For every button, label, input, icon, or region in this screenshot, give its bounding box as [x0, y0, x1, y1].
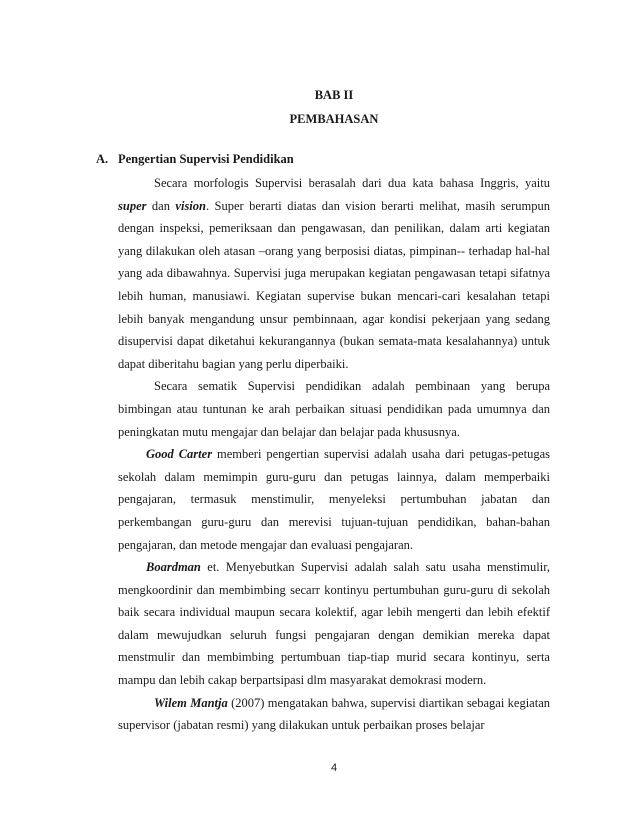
- term-super: super: [118, 198, 147, 213]
- text-run: . Super berarti diatas dan vision berarti melihat, masih serumpun dengan inspeksi, pemeriksaan dan pengawasan, dan penilikan, dalam arti kegiatan yang dilakukan oleh atasan –orang yang berposisi diatas, pimpinan-- terhadap hal-hal yang ada dibawahnya. Supervisi juga merupakan kegiatan pengawasan tetapi sifatnya lebih human, manusiawi. Kegiatan supervise bukan mencari-cari kesalahan tetapi lebih banyak mengandung unsur pembinnaan, agar kondisi pekerjaan yang sedang disupervisi dapat diketahui kekurangannya (bukan semata-mata kesalahannya) untuk dapat diberitahu bagian yang perlu diperbaiki.: [118, 198, 550, 371]
- text-run: Secara morfologis Supervisi berasalah dari dua kata bahasa Inggris, yaitu: [154, 176, 550, 190]
- page-number: 4: [330, 762, 338, 774]
- term-vision: vision: [175, 198, 206, 213]
- paragraph-good-carter: [118, 443, 550, 556]
- section-letter: A.: [96, 152, 109, 166]
- chapter-label: BAB II: [314, 88, 354, 102]
- section-title: Pengertian Supervisi Pendidikan: [118, 152, 294, 166]
- text-run: dan: [146, 198, 176, 213]
- text-run: (2007) mengatakan bahwa, supervisi diartikan sebagai kegiatan supervisor (jabatan resmi) yang dilakukan untuk perbaikan proses belajar: [118, 695, 550, 733]
- chapter-title: PEMBAHASAN: [289, 112, 379, 126]
- section-heading: [96, 152, 294, 167]
- text-run: memberi pengertian supervisi adalah usaha dari petugas-petugas sekolah dalam memimpin guru-guru dan petugas lainnya, dalam memperbaiki pengajaran, termasuk menstimulir, menyeleksi pertumbuhan jabatan dan perkembangan guru-guru dan merevisi tujuan-tujuan pendidikan, bahan-bahan pengajaran, dan metode mengajar dan evaluasi pengajaran.: [118, 447, 550, 552]
- text-run: et. Menyebutkan Supervisi adalah salah satu usaha menstimulir, mengkoordinir dan membimbing secarr kontinyu pertumbuhan guru-guru di sekolah baik secara individual maupun secara kolektif, agar lebih mengerti dan lebih efektif dalam mewujudkan seluruh fungsi pengajaran dengan demikian mereka dapat menstmulir dan membimbing pertumbuan tiap-tiap murid secara kontinyu, serta mampu dan lebih cakap berpartsipasi dlm masyarakat demokrasi modern.: [118, 560, 550, 688]
- author-name: Wilem Mantja: [154, 695, 228, 710]
- paragraph-boardman: [118, 556, 550, 692]
- paragraph-morfologis: [118, 172, 550, 375]
- author-name: Boardman: [146, 560, 201, 575]
- paragraph-wilem-mantja: [118, 692, 550, 737]
- body-text: [118, 172, 550, 737]
- paragraph-sematik: Secara sematik Supervisi pendidikan adalah pembinaan yang berupa bimbingan atau tuntunan ke arah perbaikan situasi pendidikan pada umumnya dan peningkatan mutu mengajar dan belajar dan belajar pada khususnya.: [118, 379, 550, 439]
- author-name: Good Carter: [146, 447, 213, 462]
